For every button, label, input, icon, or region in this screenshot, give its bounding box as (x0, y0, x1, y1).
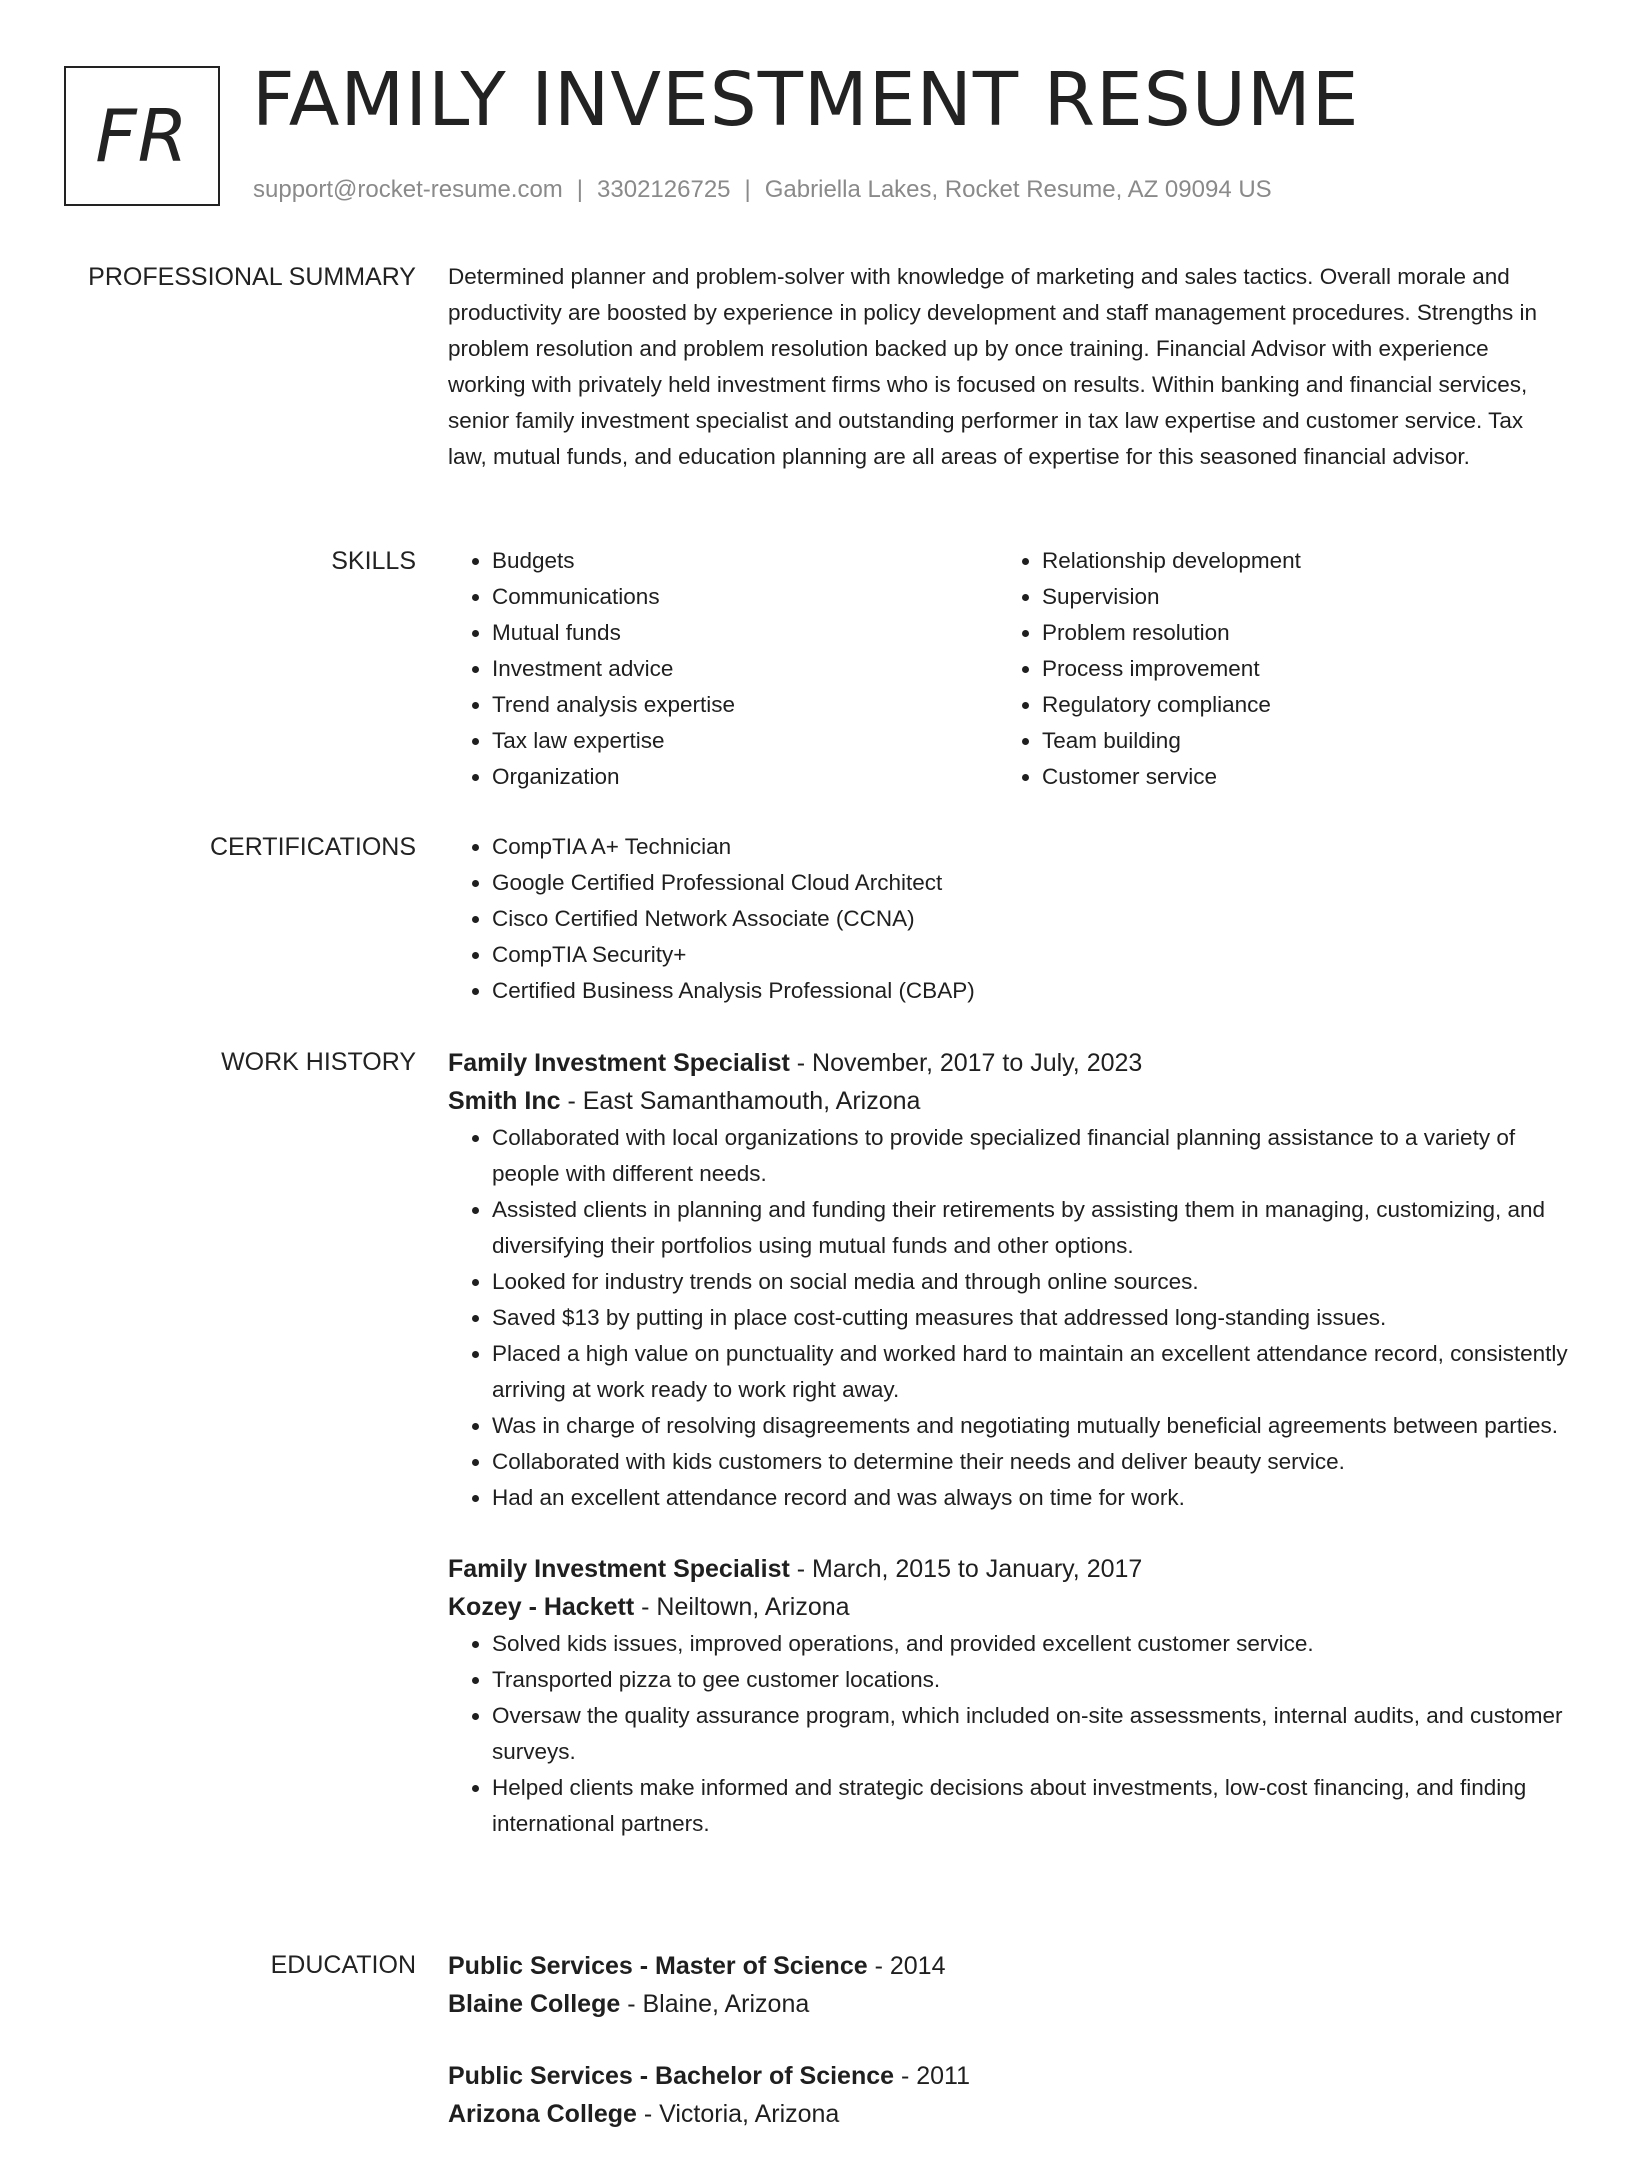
job-title: Family Investment Specialist (448, 1049, 790, 1077)
certifications-list (448, 829, 1568, 1009)
job-entry (448, 1044, 1568, 1516)
skills-heading: SKILLS (331, 547, 416, 575)
job-bullets (448, 1120, 1568, 1516)
summary-heading: PROFESSIONAL SUMMARY (88, 263, 416, 291)
skill-item: • Process improvement (1042, 651, 1548, 687)
skill-item: • Trend analysis expertise (492, 687, 998, 723)
job-title-line: Family Investment Specialist - November, 2017 to July, 2023 (448, 1049, 1143, 1077)
contact-separator: | (744, 176, 751, 203)
job-bullet: • Collaborated with kids customers to determine their needs and deliver beauty service. (492, 1444, 1568, 1480)
job-bullet: • Had an excellent attendance record and was always on time for work. (492, 1480, 1568, 1516)
job-company: Smith Inc (448, 1087, 561, 1115)
education-year: 2011 (916, 2062, 971, 2090)
skills-list-right (998, 543, 1548, 795)
education-degree-line: Public Services - Bachelor of Science - 2011 (448, 2062, 971, 2090)
education-degree-line: Public Services - Master of Science - 2014 (448, 1952, 946, 1980)
job-company: Kozey - Hackett (448, 1593, 635, 1621)
skill-item: • Relationship development (1042, 543, 1548, 579)
education-entry (448, 1947, 1568, 2023)
skill-item: • Problem resolution (1042, 615, 1548, 651)
contact-line (253, 174, 1272, 206)
contact-separator: | (576, 176, 584, 203)
job-entry (448, 1550, 1568, 1842)
resume-title: FAMILY INVESTMENT RESUME (252, 57, 1360, 143)
education-school-line: Arizona College - Victoria, Arizona (448, 2100, 840, 2128)
certification-item: • Certified Business Analysis Professional (CBAP) (492, 973, 1568, 1009)
job-bullet: • Collaborated with local organizations to provide specialized financial planning assistance to a variety of people with different needs. (492, 1120, 1568, 1192)
job-location: East Samanthamouth, Arizona (582, 1087, 921, 1115)
work-body (448, 1044, 1568, 1876)
job-dates: November, 2017 to July, 2023 (812, 1049, 1143, 1077)
education-location: Victoria, Arizona (659, 2100, 840, 2128)
education-degree: Public Services - Master of Science (448, 1952, 868, 1980)
skills-grid (448, 543, 1568, 795)
job-bullet: • Looked for industry trends on social media and through online sources. (492, 1264, 1568, 1300)
skill-item: • Communications (492, 579, 998, 615)
skill-item: • Supervision (1042, 579, 1548, 615)
skills-body (448, 543, 1568, 795)
job-bullets (448, 1626, 1568, 1842)
job-company-line: Smith Inc - East Samanthamouth, Arizona (448, 1087, 921, 1115)
job-bullet: • Saved $13 by putting in place cost-cutting measures that addressed long-standing issues. (492, 1300, 1568, 1336)
certifications-heading: CERTIFICATIONS (209, 833, 416, 861)
certification-item: • CompTIA A+ Technician (492, 829, 1568, 865)
skill-item: • Budgets (492, 543, 998, 579)
job-bullet: • Assisted clients in planning and funding their retirements by assisting them in managing, customizing, and diversifying their portfolios using mutual funds and other options. (492, 1192, 1568, 1264)
certifications-body (448, 829, 1568, 1009)
job-bullet: • Transported pizza to gee customer locations. (492, 1662, 1568, 1698)
education-entry (448, 2057, 1568, 2133)
education-location: Blaine, Arizona (642, 1990, 810, 2018)
job-title: Family Investment Specialist (448, 1555, 790, 1583)
education-school: Arizona College (448, 2100, 637, 2128)
certification-item: • Cisco Certified Network Associate (CCNA) (492, 901, 1568, 937)
skill-item: • Mutual funds (492, 615, 998, 651)
contact-address: Gabriella Lakes, Rocket Resume, AZ 09094 US (764, 176, 1272, 203)
education-degree: Public Services - Bachelor of Science (448, 2062, 895, 2090)
education-school: Blaine College (448, 1990, 621, 2018)
monogram-initials: FR (95, 94, 189, 178)
education-body (448, 1947, 1568, 2167)
job-bullet: • Helped clients make informed and strategic decisions about investments, low-cost financing, and finding international partners. (492, 1770, 1568, 1842)
contact-email[interactable]: support@rocket-resume.com (253, 176, 563, 203)
education-heading: EDUCATION (270, 1951, 416, 1979)
monogram-box (64, 66, 220, 206)
education-year: 2014 (889, 1952, 946, 1980)
skill-item: • Customer service (1042, 759, 1548, 795)
job-dates: March, 2015 to January, 2017 (812, 1555, 1143, 1583)
summary-body (448, 259, 1568, 475)
certification-item: • Google Certified Professional Cloud Architect (492, 865, 1568, 901)
skill-item: • Team building (1042, 723, 1548, 759)
skill-item: • Organization (492, 759, 998, 795)
skill-item: • Tax law expertise (492, 723, 998, 759)
job-company-line: Kozey - Hackett - Neiltown, Arizona (448, 1593, 850, 1621)
job-bullet: • Oversaw the quality assurance program, which included on-site assessments, internal audits, and customer surveys. (492, 1698, 1568, 1770)
education-school-line: Blaine College - Blaine, Arizona (448, 1990, 810, 2018)
job-title-line: Family Investment Specialist - March, 2015 to January, 2017 (448, 1555, 1143, 1583)
skill-item: • Investment advice (492, 651, 998, 687)
certification-item: • CompTIA Security+ (492, 937, 1568, 973)
work-heading: WORK HISTORY (221, 1048, 416, 1076)
summary-text: Determined planner and problem-solver with knowledge of marketing and sales tactics. Overall morale and productivity are boosted by experience in policy development and staff management procedures. Strengths in problem resolution and problem resolution backed up by once training. Financial Advisor with experience working with privately held investment firms who is focused on results. Within banking and financial services, senior family investment specialist and outstanding performer in tax law expertise and customer service. Tax law, mutual funds, and education planning are all areas of expertise for this seasoned financial advisor. (448, 264, 1537, 469)
skill-item: • Regulatory compliance (1042, 687, 1548, 723)
job-bullet: • Was in charge of resolving disagreements and negotiating mutually beneficial agreements between parties. (492, 1408, 1568, 1444)
job-location: Neiltown, Arizona (656, 1593, 850, 1621)
job-bullet: • Placed a high value on punctuality and worked hard to maintain an excellent attendance record, consistently arriving at work ready to work right away. (492, 1336, 1568, 1408)
skills-list-left (448, 543, 998, 795)
contact-phone[interactable]: 3302126725 (597, 176, 731, 203)
job-bullet: • Solved kids issues, improved operations, and provided excellent customer service. (492, 1626, 1568, 1662)
